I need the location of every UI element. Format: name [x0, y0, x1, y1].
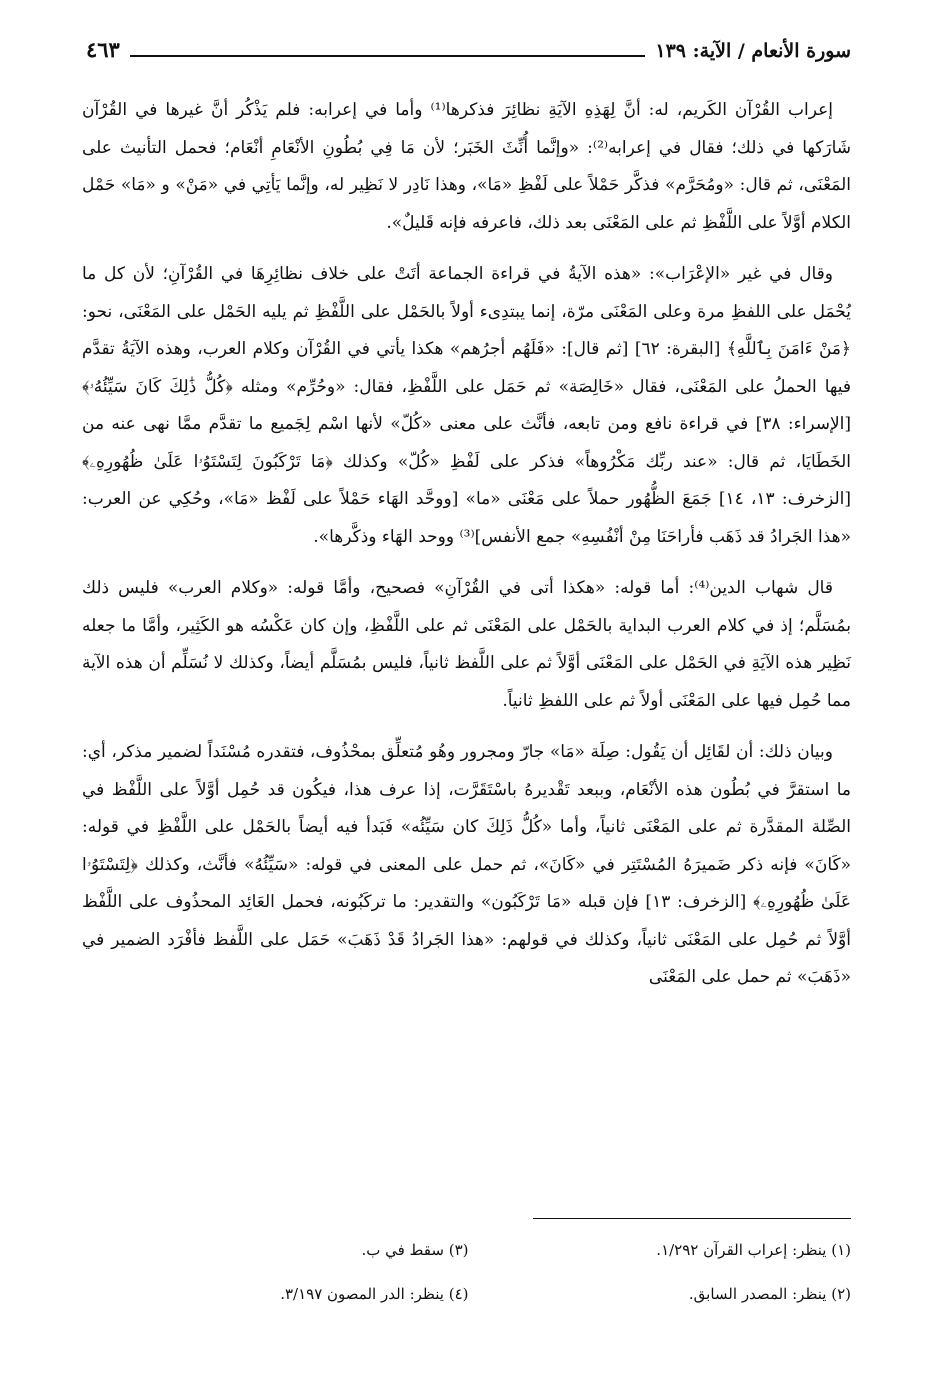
footnote-separator — [533, 1218, 851, 1219]
footnote-3: (٣) سقط في ب. — [361, 1241, 469, 1259]
header-rule — [130, 55, 646, 57]
footnote-4: (٤) ينظر: الدر المصون ٣/١٩٧. — [280, 1285, 469, 1303]
paragraph-1: إعراب القُرْآن الكَريم، له: أنَّ لِهَذِهِ الآيَةِ نظائِرَ فذكرها⁽¹⁾ وأما في إعرابه: فلم يَذْكُر أنَّ غيرها في القُرْآن شَارَكها في ذلك؛ فقال في إعرابه⁽²⁾: «وإنَّما أُنِّثَ الخَبَر؛ لأن مَا فِي بُطُونِ الأنْعَامِ أنْعَام؛ فحمل التأنيث على المَعْنَى، ثم قال: «ومُحَرَّم» فذكَّر حَمْلاً على لَفْظِ «مَا»، وهذا نَادِر لا نَظِير له، وإنَّما يَأتِي في «مَنْ» و «مَا» حَمْل الكلام أوَّلاً على اللَّفْظِ ثم على المَعْنَى بعد ذلك، فاعرفه فإنه قَليلٌ». — [82, 100, 851, 233]
footnote-row — [86, 1272, 851, 1316]
page-header — [86, 30, 851, 66]
footnote-row — [86, 1228, 851, 1272]
page-body — [82, 92, 851, 1011]
footnote-2: (٢) ينظر: المصدر السابق. — [688, 1285, 851, 1303]
paragraph-3: قال شهاب الدين⁽⁴⁾: أما قوله: «هكذا أتى في القُرْآنِ» فصحيح، وأمَّا قوله: «وكلام العرب» فليس ذلك بمُسَلَّم؛ إذ في كلام العرب البداية بالحَمْل على المَعْنَى ثم على اللَّفْظِ، وإن كان عَكْسُه هو الكَثِير، وأمَّا ما جعله نَظِير هذه الآيَةِ في الحَمْل على المَعْنَى أوَّلاً ثم على اللَّفظ ثانياً، فليس بمُسَلَّم أيضاً، وكذلك لا نُسَلِّم أن هذه الآية مما حُمِل فيها على المَعْنَى أولاً ثم على اللفظِ ثانياً. — [82, 578, 851, 711]
surah-reference: سورة الأنعام / الآية: ١٣٩ — [655, 40, 851, 62]
footnote-1: (١) ينظر: إعراب القرآن ١/٢٩٢. — [656, 1241, 851, 1259]
paragraph-4: وبيان ذلك: أن لقَائِل أن يَقُول: صِلَة «مَا» جارّ ومجرور وهُو مُتعلِّق بمحْذُوف، فتقدره مُسْنَداً لضمير مذكر، أي: ما استقرَّ في بُطُون هذه الأنْعَام، وببعد تَقْديرهُ باسْتَقَرَّت، إذا عرف هذا، فيكُون قد حُمِل أوَّلاً على اللَّفْظ في الصِّلة المقدَّرة ثم على المَعْنَى ثانياً، وأما «كُلُّ ذَلِكَ كان سَيِّئُه» فَبَدأ فيه أيضاً بالحَمْل على اللَّفْظِ في قوله: «كَانَ» فإنه ذكر ضَميرَهُ المُسْتَتِر في «كَانَ»، ثم حمل على المعنى في قوله: «سَيِّئُهُ» فأنَّث، وكذلك ﴿لِتَسْتَوُۥا عَلَىٰ ظُهُورِهِۦ﴾ [الزخرف: ١٣] فإن قبله «مَا تَرْكَبُون» والتقدير: ما تركَبُونه، فحمل العَائِد المحذُوف على اللَّفْظ أوَّلاً ثم حُمِل على المَعْنَى ثانياً، وكذلك في قولهم: «هذا الجَرادُ قَدْ ذَهَبَ» حَمَل على اللَّفظ فأفْرَد الضمير في «ذَهَبَ» ثم حمل على المَعْنَى — [82, 742, 851, 987]
footnotes — [86, 1228, 851, 1316]
paragraph-2: وقال في غير «الإعْرَاب»: «هذه الآيةُ في قراءة الجماعة أتَتْ على خلاف نظائِرِهَا في القُرْآنِ؛ لأن كل ما يُحْمَل على اللفظِ مرة وعلى المَعْنَى مرّة، إنما يبتدِىء أولاً بالحَمْل على اللَّفْظِ ثم يليه الحَمْل على المَعْنَى، نحو: ﴿مَنْ ءَامَنَ بِٱللَّهِ﴾ [البقرة: ٦٢] [ثم قال]: «فَلَهُم أجرُهم» هكذا يأتي في القُرْآن وكلام العرب، وهذه الآيَةُ تقدَّم فيها الحملُ على المَعْنَى، فقال «خَالِصَة» ثم حَمَل على اللَّفْظِ، فقال: «وحُرِّم» ومثله ﴿كُلُّ ذَٰلِكَ كَانَ سَيِّئُهُۥ﴾ [الإسراء: ٣٨] في قراءة نافع ومن تابعه، فأنَّث على معنى «كُلّ» لأنها اسْم لِجَميع ما تقدَّم ممَّا نهى عنه من الخَطَايَا، ثم قال: «عند ربِّك مَكْرُوهاً» فذكر على لَفْظِ «كُلّ» وكذلك ﴿مَا تَرْكَبُونَ لِتَسْتَوُۥا عَلَىٰ ظُهُورِهِۦ﴾ [الزخرف: ١٣، ١٤] جَمَعَ الظُّهُور حملاً على مَعْنَى «ما» [ووحَّد الهَاء حَمْلاً على لَفْظ «مَا»، وحُكِي عن العرب: «هذا الجَرادُ قد ذَهَب فأراحَنَا مِنْ أنْفُسِهِ» جمع الأنفس]⁽³⁾ ووحد الهَاء وذكَّرها». — [82, 264, 851, 547]
page-number: ٤٦٣ — [86, 37, 120, 62]
